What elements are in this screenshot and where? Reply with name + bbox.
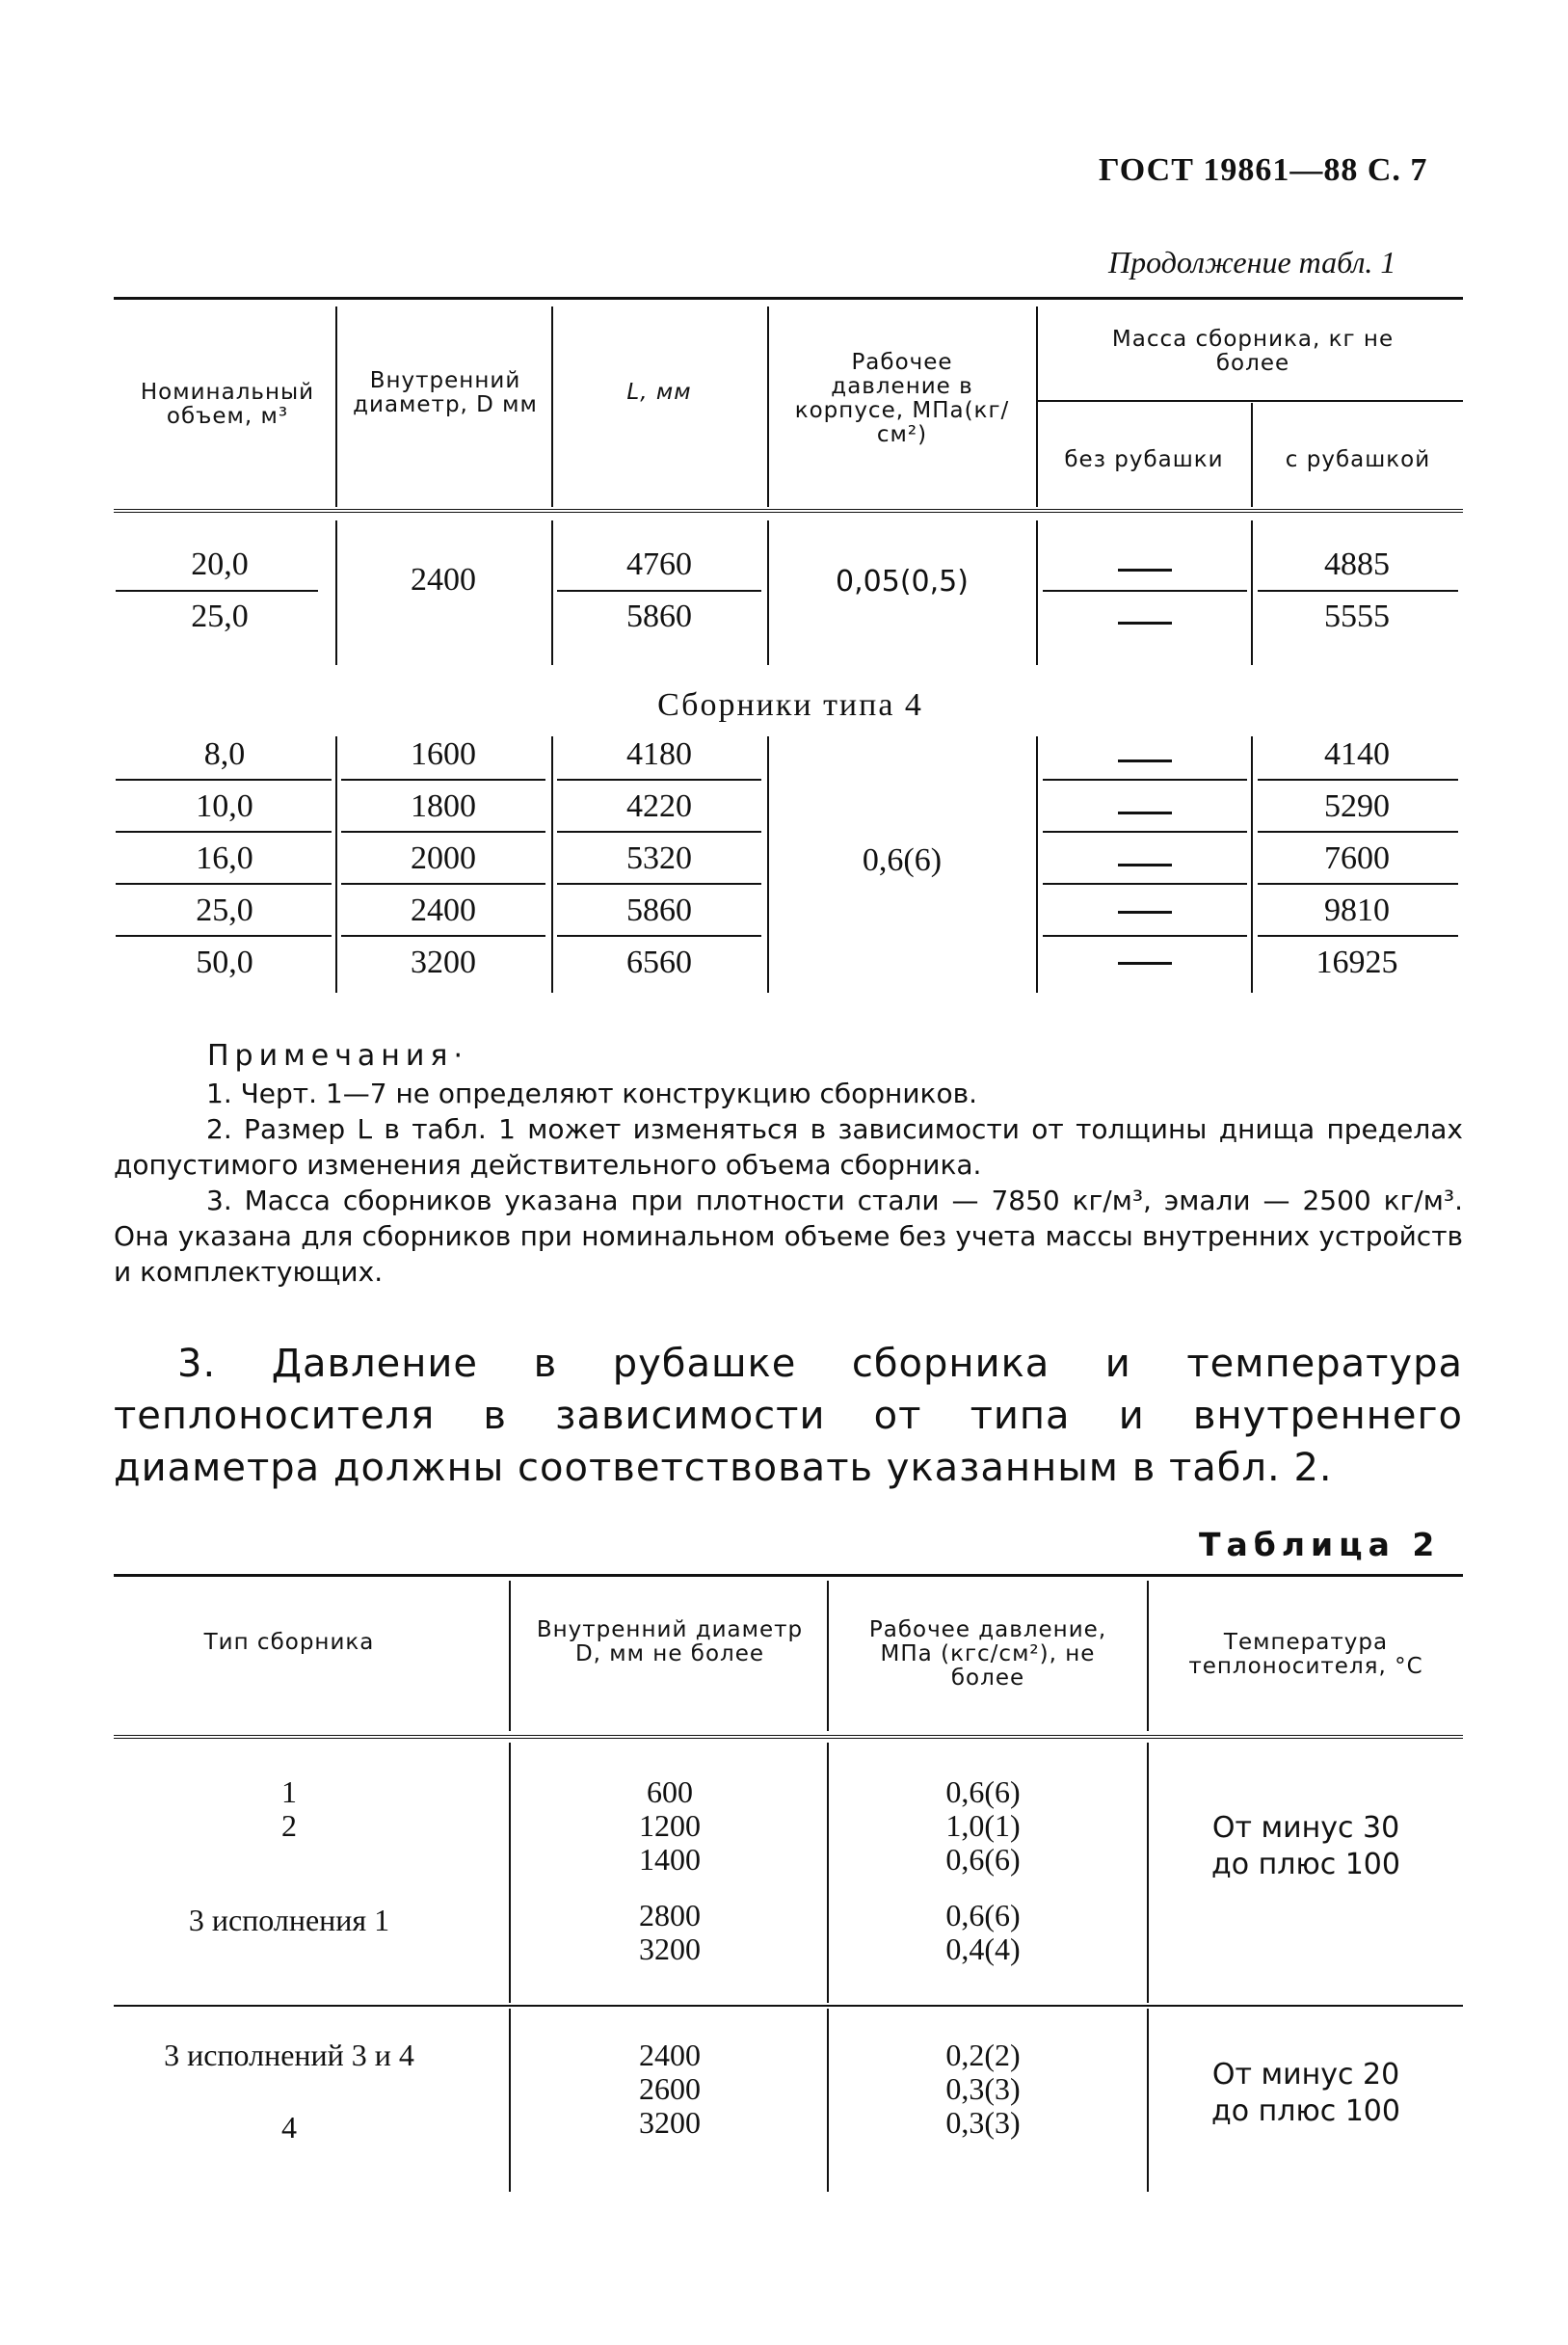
table1-header-mass-jacket: с рубашкой [1285,447,1431,472]
table1-g2-diameter: 1800 [411,788,476,824]
divider [1251,520,1253,665]
table2-pressure: 0,3(3) [945,2071,1021,2106]
row-rule [1258,779,1458,781]
row-rule [1043,831,1247,833]
row-rule [1258,883,1458,885]
divider [551,306,553,507]
table1-header-diameter: Внутренний диаметр, D мм [353,368,538,417]
table1-g2-mass-no-jacket [1118,911,1172,914]
table2-type: 4 [281,2110,297,2145]
table1-top-rule [114,297,1463,300]
table1-g2-mass-no-jacket [1118,759,1172,762]
divider [1036,520,1038,665]
table2-group-rule [114,2005,1463,2007]
table1-header-rule [114,509,1463,517]
table1-g1-length-1: 4760 [626,546,692,582]
table1-header-volume: Номинальный объем, м³ [140,380,315,429]
table1-g2-pressure: 0,6(6) [862,842,943,878]
table2-pressure: 0,3(3) [945,2105,1021,2140]
table2-diameter: 2400 [639,2038,701,2072]
table2-diameter: 2800 [639,1898,701,1932]
row-rule [341,883,545,885]
table2-type: 3 исполнения 1 [188,1903,390,1937]
table1-g2-volume: 16,0 [196,840,253,876]
table2-diameter: 3200 [639,1932,701,1966]
table2-pressure: 1,0(1) [945,1808,1021,1843]
divider [1251,403,1253,507]
row-rule [1258,590,1458,592]
divider [1147,2009,1149,2192]
table2-type: 1 [281,1774,297,1809]
table1-g1-mass-jacket-2: 5555 [1324,599,1390,634]
row-rule [557,779,761,781]
table2-top-rule [114,1574,1463,1577]
divider [1147,1743,1149,2003]
table1-g2-mass-jacket: 9810 [1324,893,1390,928]
table1-g2-mass-no-jacket [1118,864,1172,866]
table1-g2-length: 5320 [626,840,692,876]
row-rule [1043,590,1247,592]
divider [827,1743,829,2003]
note-1: 1. Черт. 1—7 не определяют конструкцию сборников. [206,1078,977,1109]
divider [827,1581,829,1731]
divider [827,2009,829,2192]
table1-header-mass: Масса сборника, кг не более [1111,327,1395,376]
divider [1036,736,1038,993]
table1-mass-sub-rule [1037,400,1463,402]
row-rule [557,590,761,592]
table2-title: Таблица 2 [1199,1526,1441,1563]
table2-diameter: 3200 [639,2105,701,2140]
table1-g1-length-2: 5860 [626,599,692,634]
row-rule [116,883,332,885]
table1-g2-mass-jacket: 16925 [1316,945,1398,980]
table1-g2-length: 4220 [626,788,692,824]
table1-g2-diameter: 1600 [411,736,476,772]
table2-pressure: 0,4(4) [945,1932,1021,1966]
row-rule [116,779,332,781]
table1-g2-volume: 50,0 [196,945,253,980]
table1-g1-mass-no-jacket-1 [1118,569,1172,572]
table2-diameter: 600 [647,1774,693,1809]
table1-g2-diameter: 2400 [411,893,476,928]
divider [335,306,337,507]
page-header: ГОСТ 19861—88 С. 7 [1099,152,1428,188]
row-rule [341,779,545,781]
row-rule [1258,831,1458,833]
divider [1036,306,1038,507]
row-rule [1043,935,1247,937]
paragraph-3: 3. Давление в рубашке сборника и температура теплоносителя в зависимости от типа и внутреннего диаметра должны соответствовать указанным в табл. 2. [114,1342,1463,1490]
table2-header-rule [114,1735,1463,1743]
row-rule [116,831,332,833]
table2-header-type: Тип сборника [203,1630,375,1655]
table1-g2-diameter: 2000 [411,840,476,876]
table1-g1-mass-jacket-1: 4885 [1324,546,1390,582]
table1-header-length: L, мм [626,380,692,405]
table2-temperature: От минус 20 [1211,2058,1400,2092]
row-rule [116,935,332,937]
row-rule [1043,883,1247,885]
row-rule [1258,935,1458,937]
row-rule [341,831,545,833]
divider [551,520,553,665]
row-rule [1043,779,1247,781]
row-rule [116,590,318,592]
divider [767,306,769,507]
table1-section-title: Сборники типа 4 [657,687,923,723]
table1-g2-volume: 8,0 [203,736,246,772]
table1-g2-mass-jacket: 4140 [1324,736,1390,772]
table2-header-temperature: Температура теплоносителя, °С [1188,1630,1423,1679]
table1-g2-volume: 10,0 [196,788,253,824]
table2-temperature: до плюс 100 [1211,1848,1400,1881]
table1-g2-mass-no-jacket [1118,812,1172,814]
table1-continuation-label: Продолжение табл. 1 [1108,245,1396,280]
table1-g2-mass-jacket: 5290 [1324,788,1390,824]
table1-g1-volume-2: 25,0 [191,599,249,634]
table1-g2-length: 4180 [626,736,692,772]
divider [509,1581,511,1731]
table1-g1-diameter: 2400 [411,562,476,598]
table1-g1-pressure: 0,05(0,5) [836,565,969,599]
table2-header-diameter: Внутренний диаметр D, мм не более [536,1617,804,1666]
table2-pressure: 0,6(6) [945,1774,1021,1809]
table1-g2-volume: 25,0 [196,893,253,928]
table1-g2-mass-jacket: 7600 [1324,840,1390,876]
table2-pressure: 0,6(6) [945,1898,1021,1932]
table1-g2-mass-no-jacket [1118,962,1172,965]
note-3: 3. Масса сборников указана при плотности стали — 7850 кг/м³, эмали — 2500 кг/м³. Она указана для сборников при номинальном объеме без учета массы внутренних устройств и комплектующих. [114,1185,1463,1288]
table2-diameter: 2600 [639,2071,701,2106]
row-rule [341,935,545,937]
table1-header-mass-no-jacket: без рубашки [1064,447,1224,472]
note-2: 2. Размер L в табл. 1 может изменяться в зависимости от толщины днища пределах допустимого изменения действительного объема сборника. [114,1113,1463,1181]
table1-header-pressure: Рабочее давление в корпусе, МПа(кг/см²) [794,350,1010,447]
notes-title: Примечания· [207,1039,468,1073]
table2-temperature: до плюс 100 [1211,2094,1400,2128]
table2-header-pressure: Рабочее давление, МПа (кгс/см²), не более [868,1617,1107,1691]
table1-g2-diameter: 3200 [411,945,476,980]
divider [509,1743,511,2003]
table2-type: 3 исполнений 3 и 4 [164,2038,414,2072]
table1-g1-mass-no-jacket-2 [1118,622,1172,625]
row-rule [557,883,761,885]
table2-pressure: 0,6(6) [945,1842,1021,1877]
table2-diameter: 1200 [639,1808,701,1843]
row-rule [557,831,761,833]
row-rule [557,935,761,937]
table2-temperature: От минус 30 [1211,1811,1400,1845]
table1-g1-volume-1: 20,0 [191,546,249,582]
divider [1147,1581,1149,1731]
table2-type: 2 [281,1808,297,1843]
table1-g2-length: 6560 [626,945,692,980]
table1-g2-length: 5860 [626,893,692,928]
divider [509,2009,511,2192]
table2-diameter: 1400 [639,1842,701,1877]
table2-pressure: 0,2(2) [945,2038,1021,2072]
